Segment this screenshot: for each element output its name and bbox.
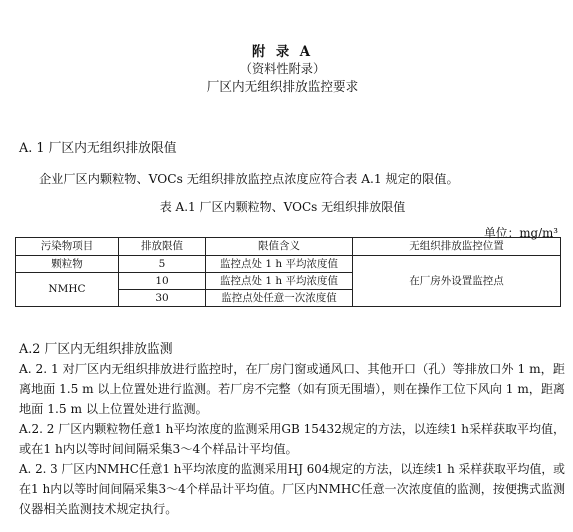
table-caption: 表 A.1 厂区内颗粒物、VOCs 无组织排放限值 [159, 200, 406, 214]
para-a23-line3: 仪器相关监测技术规定执行。 [19, 502, 178, 516]
pollutant-cell: NMHC [16, 273, 119, 307]
section-a1-heading: A. 1 厂区内无组织排放限值 [19, 141, 177, 156]
limit-cell: 10 [119, 273, 206, 290]
limits-table [15, 237, 561, 307]
table-header-row [16, 238, 561, 256]
location-cell: 在厂房外设置监控点 [353, 256, 561, 307]
meaning-cell: 监控点处任意一次浓度值 [206, 290, 353, 307]
appendix-nature: （资料性附录） [239, 61, 326, 76]
appendix-label: 附 录 A [251, 44, 313, 60]
para-a22-line2: 或在1 h内以等时间间隔采集3～4个样品计平均值。 [19, 442, 298, 456]
table-header: 排放限值 [119, 238, 206, 256]
para-a21-line1: A. 2. 1 对厂区内无组织排放进行监控时，在厂房门窗或通风口、其他开口（孔）等排放口外 1 m，距 [19, 362, 566, 376]
table-header: 限值含义 [206, 238, 353, 256]
pollutant-cell: 颗粒物 [16, 256, 119, 273]
limit-cell: 5 [119, 256, 206, 273]
para-a23-line1: A. 2. 3 厂区内NMHC任意1 h平均浓度的监测采用HJ 604规定的方法，以连续1 h 采样获取平均值，或 [19, 462, 566, 476]
table-header: 污染物项目 [16, 238, 119, 256]
meaning-cell: 监控点处 1 h 平均浓度值 [206, 256, 353, 273]
appendix-title: 厂区内无组织排放监控要求 [206, 80, 359, 95]
table-unit: 单位：mg/m³ [483, 226, 558, 240]
section-a2-heading: A.2 厂区内无组织排放监测 [19, 342, 173, 357]
section-a1-body: 企业厂区内颗粒物、VOCs 无组织排放监控点浓度应符合表 A.1 规定的限值。 [39, 172, 459, 186]
para-a22-line1: A.2. 2 厂区内颗粒物任意1 h平均浓度的监测采用GB 15432规定的方法，以连续1 h采样获取平均值， [19, 422, 566, 436]
para-a21-line2: 离地面 1.5 m 以上位置处进行监测。若厂房不完整（如有顶无围墙），则在操作工位下风向 1 m，距离 [19, 382, 566, 396]
meaning-cell: 监控点处 1 h 平均浓度值 [206, 273, 353, 290]
table-row [16, 256, 561, 273]
limit-cell: 30 [119, 290, 206, 307]
table-header: 无组织排放监控位置 [353, 238, 561, 256]
para-a21-line3: 地面 1.5 m 以上位置处进行监测。 [19, 402, 208, 416]
para-a23-line2: 在1 h内以等时间间隔采集3～4个样品计平均值。厂区内NMHC任意一次浓度值的监测，按便携式监测 [19, 482, 565, 496]
